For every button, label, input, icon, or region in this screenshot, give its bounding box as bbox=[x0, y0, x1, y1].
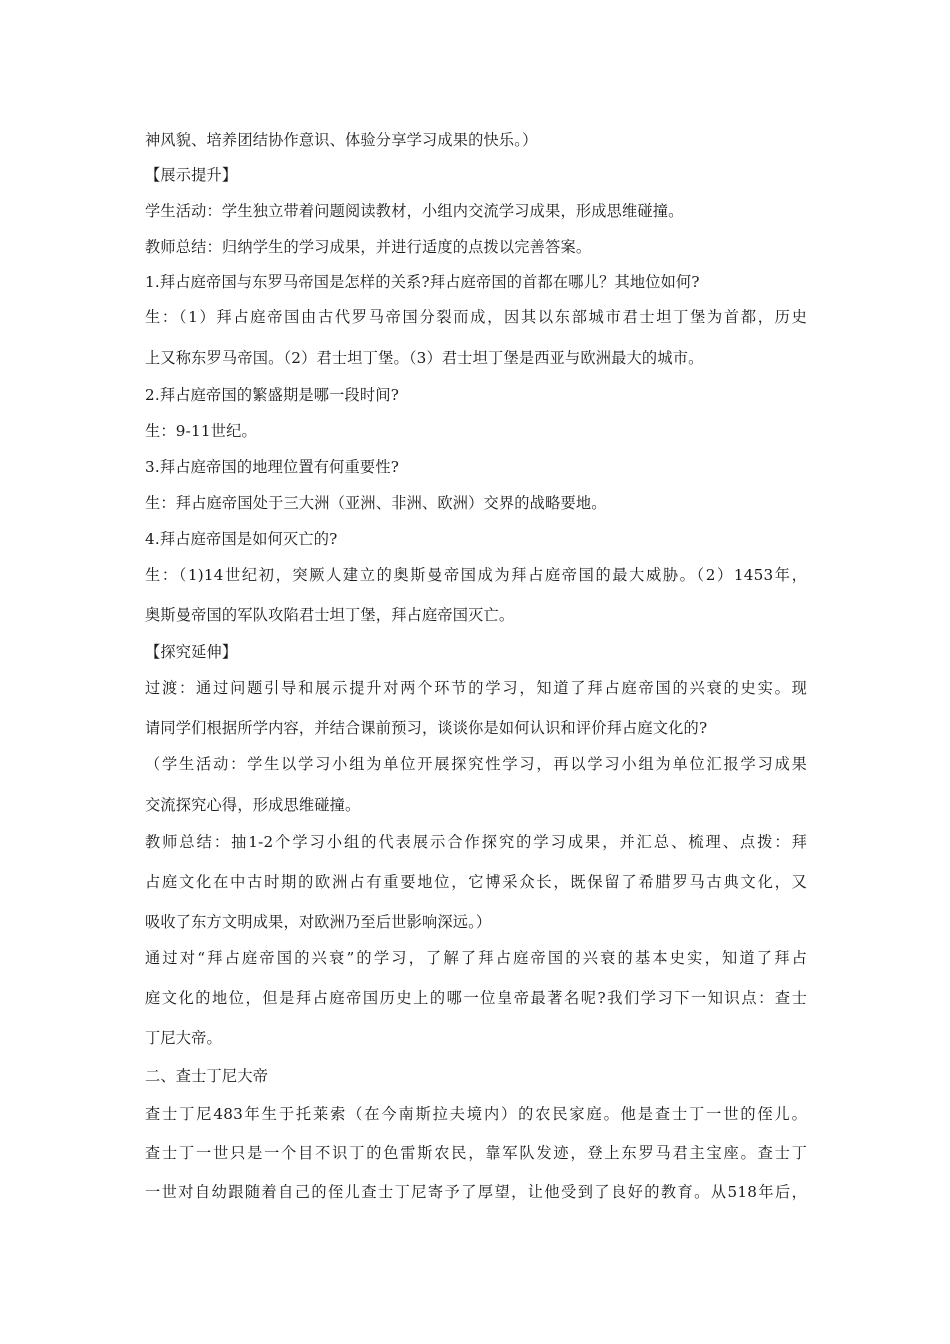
section-heading: 【探究延伸】 bbox=[145, 643, 238, 661]
question-line: 2.拜占庭帝国的繁盛期是哪一段时间? bbox=[145, 386, 400, 404]
text-line: 一世对自幼跟随着自己的侄儿查士丁尼寄予了厚望，让他受到了良好的教育。从518年后， bbox=[145, 1183, 807, 1201]
text-line: 庭文化的地位，但是拜占庭帝国历史上的哪一位皇帝最著名呢?我们学习下一知识点：查士 bbox=[145, 989, 807, 1007]
text-line: 生：（1)14世纪初，突厥人建立的奥斯曼帝国成为拜占庭帝国的最大威胁。（2）1453年， bbox=[145, 566, 807, 584]
text-line: 神风貌、培养团结协作意识、体验分享学习成果的快乐。） bbox=[145, 131, 538, 149]
section-heading: 【展示提升】 bbox=[145, 166, 238, 184]
text-line: 教师总结：归纳学生的学习成果，并进行适度的点拨以完善答案。 bbox=[145, 238, 592, 256]
text-line: 吸收了东方文明成果，对欧洲乃至后世影响深远。） bbox=[145, 913, 492, 931]
text-line: 上又称东罗马帝国。（2）君士坦丁堡。（3）君士坦丁堡是西亚与欧洲最大的城市。 bbox=[145, 349, 704, 367]
question-line: 4.拜占庭帝国是如何灭亡的? bbox=[145, 530, 338, 548]
text-line: 生：拜占庭帝国处于三大洲（亚洲、非洲、欧洲）交界的战略要地。 bbox=[145, 494, 607, 512]
section-heading: 二、查士丁尼大帝 bbox=[145, 1067, 269, 1085]
text-line: 学生活动：学生独立带着问题阅读教材，小组内交流学习成果，形成思维碰撞。 bbox=[145, 202, 684, 220]
text-line: 过渡：通过问题引导和展示提升对两个环节的学习，知道了拜占庭帝国的兴衰的史实。现 bbox=[145, 679, 807, 697]
text-line: 生：（1）拜占庭帝国由古代罗马帝国分裂而成，因其以东部城市君士坦丁堡为首都，历史 bbox=[145, 308, 807, 326]
question-line: 1.拜占庭帝国与东罗马帝国是怎样的关系?拜占庭帝国的首都在哪儿？其地位如何? bbox=[145, 273, 700, 291]
text-line: 请同学们根据所学内容，并结合课前预习，谈谈你是如何认识和评价拜占庭文化的? bbox=[145, 719, 708, 737]
text-line: 生：9-11世纪。 bbox=[145, 422, 257, 440]
text-line: 交流探究心得，形成思维碰撞。 bbox=[145, 796, 361, 814]
question-line: 3.拜占庭帝国的地理位置有何重要性? bbox=[145, 458, 400, 476]
text-line: 奥斯曼帝国的军队攻陷君士坦丁堡，拜占庭帝国灭亡。 bbox=[145, 606, 515, 624]
text-line: 查士丁一世只是一个目不识丁的色雷斯农民，靠军队发迹，登上东罗马君主宝座。查士丁 bbox=[145, 1144, 807, 1162]
text-line: 占庭文化在中古时期的欧洲占有重要地位，它博采众长，既保留了希腊罗马古典文化，又 bbox=[145, 873, 807, 891]
text-line: 通过对“拜占庭帝国的兴衰”的学习，了解了拜占庭帝国的兴衰的基本史实，知道了拜占 bbox=[145, 949, 807, 967]
text-line: 查士丁尼483年生于托莱索（在今南斯拉夫境内）的农民家庭。他是查士丁一世的侄儿。 bbox=[145, 1105, 807, 1123]
text-line: 丁尼大帝。 bbox=[145, 1029, 222, 1047]
text-line: （学生活动：学生以学习小组为单位开展探究性学习，再以学习小组为单位汇报学习成果 bbox=[145, 755, 807, 773]
text-line: 教师总结：抽1-2个学习小组的代表展示合作探究的学习成果，并汇总、梳理、点拨：拜 bbox=[145, 833, 807, 851]
